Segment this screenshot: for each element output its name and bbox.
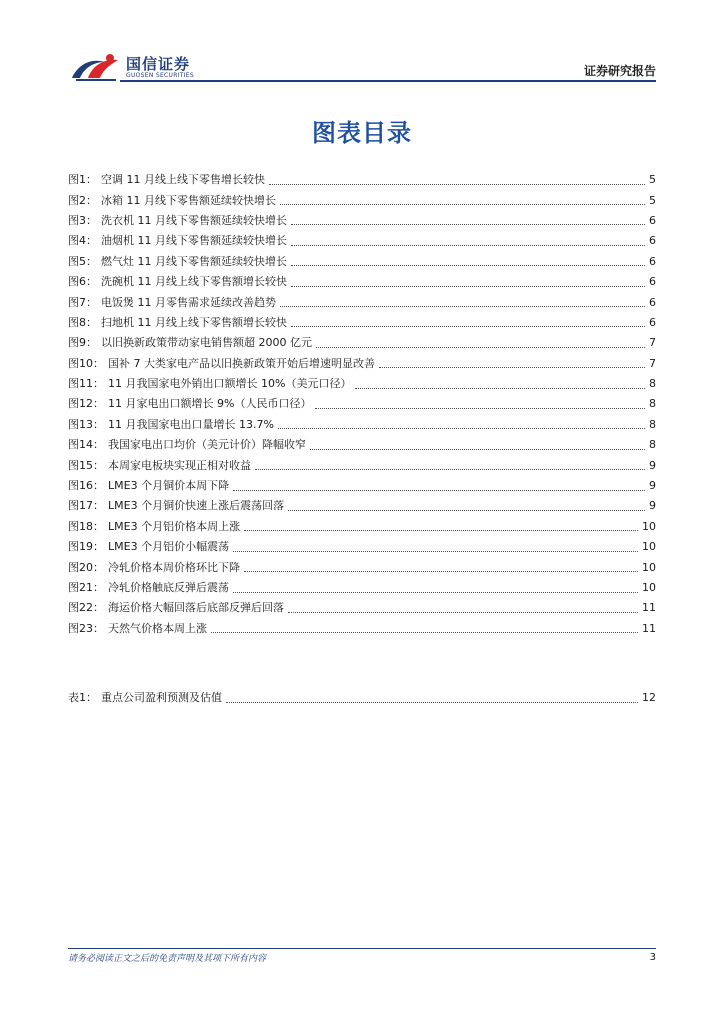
entry-label: 图7： (68, 295, 97, 309)
entry-page-number: 11 (642, 621, 656, 635)
entry-page-number: 6 (649, 275, 656, 289)
entry-title: 冷轧价格本周价格环比下降 (108, 560, 240, 574)
dot-leader (244, 571, 638, 572)
entry-page-number: 8 (649, 438, 656, 452)
figure-entry[interactable] (68, 496, 656, 516)
entry-page-number: 6 (649, 295, 656, 309)
figure-entry[interactable] (68, 231, 656, 251)
guosen-logo-icon (70, 52, 122, 82)
entry-title: 冷轧价格触底反弹后震荡 (108, 581, 229, 594)
figure-entry[interactable] (68, 313, 656, 333)
figure-entry[interactable] (68, 394, 656, 414)
dot-leader (379, 367, 645, 368)
entry-label: 图5： (68, 254, 97, 268)
dot-leader (355, 388, 645, 389)
entry-label: 表1： (68, 691, 97, 705)
entry-title: LME3 个月铜价快速上涨后震荡回落 (108, 499, 285, 513)
entry-label: 图20： (68, 560, 104, 574)
logo-chinese-name: 国信证券 (126, 55, 191, 73)
entry-title: 洗碗机 11 月线上线下零售额增长较快 (101, 275, 287, 289)
dot-leader (291, 265, 645, 266)
header-divider (120, 80, 656, 82)
figure-entry[interactable] (68, 476, 656, 496)
entry-label: 图10： (68, 356, 104, 370)
table-entry[interactable] (68, 688, 656, 708)
dot-leader (291, 224, 645, 225)
figure-entry[interactable] (68, 435, 656, 455)
dot-leader (280, 204, 645, 205)
entry-label: 图18： (68, 519, 104, 533)
dot-leader (233, 551, 638, 552)
entry-page-number: 10 (642, 581, 656, 594)
page-number: 3 (649, 952, 656, 963)
dot-leader (255, 469, 645, 470)
dot-leader (226, 702, 638, 703)
page-title: 图表目录 (312, 119, 412, 147)
figure-entry[interactable] (68, 374, 656, 394)
figure-entry[interactable] (68, 333, 656, 353)
entry-label: 图13： (68, 417, 104, 431)
entry-label: 图22： (68, 601, 104, 615)
dot-leader (233, 592, 638, 593)
figure-entry[interactable] (68, 190, 656, 210)
dot-leader (315, 408, 645, 409)
entry-page-number: 9 (649, 499, 656, 513)
entry-page-number: 5 (649, 193, 656, 207)
entry-title: 11 月我国家电出口量增长 13.7% (108, 417, 274, 431)
dot-leader (291, 326, 645, 327)
dot-leader (291, 286, 645, 287)
entry-title: 以旧换新政策带动家电销售额超 2000 亿元 (101, 336, 312, 350)
dot-leader (310, 449, 645, 450)
entry-title: 天然气价格本周上涨 (108, 621, 207, 635)
figure-entry[interactable] (68, 455, 656, 475)
entry-page-number: 7 (649, 336, 656, 350)
entry-title: 国补 7 大类家电产品以旧换新政策开始后增速明显改善 (108, 356, 375, 370)
entry-page-number: 12 (642, 691, 656, 705)
entry-label: 图14： (68, 438, 104, 452)
entry-label: 图2： (68, 193, 97, 207)
guosen-logo (70, 50, 220, 84)
figure-entry[interactable] (68, 598, 656, 618)
entry-label: 图19： (68, 540, 104, 554)
entry-page-number: 10 (642, 540, 656, 554)
entry-title: 冰箱 11 月线下零售额延续较快增长 (101, 193, 276, 207)
entry-label: 图23： (68, 621, 104, 635)
footer-disclaimer: 请务必阅读正文之后的免责声明及其项下所有内容 (68, 954, 267, 964)
entry-title: 空调 11 月线上线下零售增长较快 (101, 173, 265, 187)
dot-leader (244, 530, 638, 531)
figure-entry[interactable] (68, 354, 656, 374)
entry-page-number: 5 (649, 173, 656, 187)
entry-label: 图9： (68, 336, 97, 350)
dot-leader (278, 428, 645, 429)
figure-entry[interactable] (68, 557, 656, 577)
dot-leader (211, 632, 638, 633)
entry-label: 图15： (68, 458, 104, 472)
entry-page-number: 9 (649, 458, 656, 472)
entry-title: 洗衣机 11 月线下零售额延续较快增长 (101, 213, 287, 227)
figure-list (68, 170, 656, 639)
entry-page-number: 10 (642, 560, 656, 574)
entry-title: 扫地机 11 月线上线下零售额增长较快 (101, 315, 287, 329)
entry-page-number: 10 (642, 519, 656, 533)
entry-title: 本周家电板块实现正相对收益 (108, 458, 251, 472)
entry-label: 图17： (68, 499, 104, 513)
dot-leader (233, 490, 645, 491)
entry-page-number: 6 (649, 315, 656, 329)
entry-title: LME3 个月铝价格本周上涨 (108, 519, 241, 533)
entry-page-number: 7 (649, 356, 656, 370)
page-header (70, 50, 656, 84)
dot-leader (288, 612, 638, 613)
table-list (68, 688, 656, 708)
figure-entry[interactable] (68, 619, 656, 639)
dot-leader (288, 510, 645, 511)
entry-label: 图12： (68, 397, 104, 411)
figure-entry[interactable] (68, 415, 656, 435)
entry-page-number: 6 (649, 254, 656, 268)
entry-title: 重点公司盈利预测及估值 (101, 691, 222, 705)
entry-title: 11 月家电出口额增长 9%（人民币口径） (108, 397, 312, 411)
figure-entry[interactable] (68, 272, 656, 292)
entry-page-number: 8 (649, 397, 656, 411)
dot-leader (280, 306, 645, 307)
entry-title: 油烟机 11 月线下零售额延续较快增长 (101, 234, 287, 248)
report-type-label: 证券研究报告 (583, 64, 656, 78)
entry-page-number: 8 (649, 377, 656, 391)
entry-title: 我国家电出口均价（美元计价）降幅收窄 (108, 438, 306, 452)
entry-page-number: 6 (649, 213, 656, 227)
entry-title: 11 月我国家电外销出口额增长 10%（美元口径） (108, 377, 352, 391)
entry-page-number: 11 (642, 601, 656, 615)
entry-title: LME3 个月铝价小幅震荡 (108, 540, 230, 554)
entry-page-number: 8 (649, 417, 656, 431)
entry-label: 图21： (68, 581, 104, 594)
logo-english-name: GUOSEN SECURITIES (126, 72, 195, 79)
figure-entry[interactable] (68, 292, 656, 312)
footer-divider (68, 948, 656, 949)
figure-entry[interactable] (68, 537, 656, 557)
entry-page-number: 6 (649, 234, 656, 248)
entry-label: 图8： (68, 315, 97, 329)
entry-label: 图1： (68, 173, 97, 187)
entry-title: 电饭煲 11 月零售需求延续改善趋势 (101, 295, 276, 309)
dot-leader (316, 347, 645, 348)
dot-leader (269, 184, 645, 185)
entry-page-number: 9 (649, 479, 656, 493)
entry-label: 图3： (68, 213, 97, 227)
entry-label: 图16： (68, 479, 104, 493)
entry-label: 图6： (68, 275, 97, 289)
figure-entry[interactable] (68, 517, 656, 537)
figure-entry[interactable] (68, 252, 656, 272)
entry-title: 海运价格大幅回落后底部反弹后回落 (108, 601, 284, 615)
entry-title: 燃气灶 11 月线下零售额延续较快增长 (101, 254, 287, 268)
dot-leader (291, 245, 645, 246)
entry-title: LME3 个月铜价本周下降 (108, 479, 230, 493)
figure-entry[interactable] (68, 211, 656, 231)
entry-label: 图4： (68, 234, 97, 248)
entry-label: 图11： (68, 377, 104, 391)
figure-entry[interactable] (68, 578, 656, 598)
figure-entry[interactable] (68, 170, 656, 190)
